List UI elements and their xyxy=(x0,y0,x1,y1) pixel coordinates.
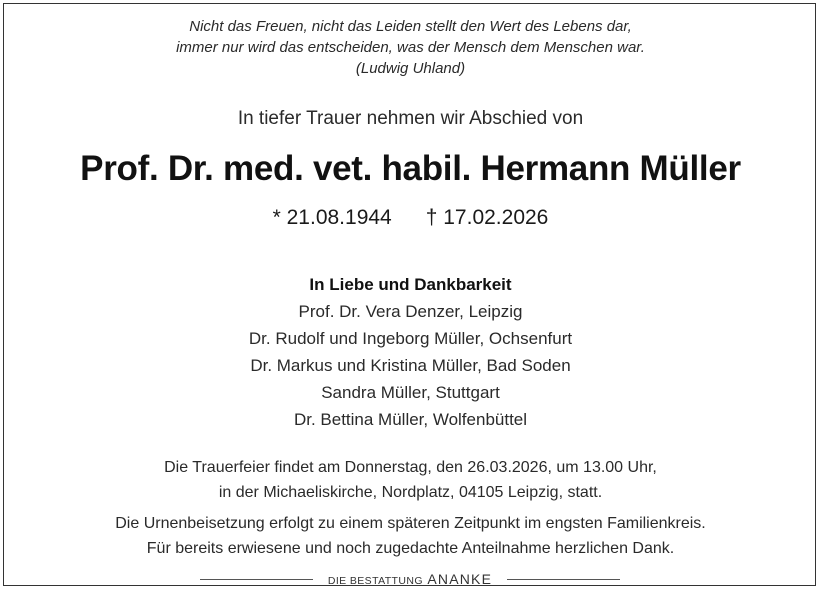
mourner-line: Sandra Müller, Stuttgart xyxy=(321,383,500,402)
death-date: † 17.02.2026 xyxy=(425,206,549,229)
quote-line: Nicht das Freuen, nicht das Leiden stellt den Wert des Lebens dar, xyxy=(189,18,632,35)
birth-date: * 21.08.1944 xyxy=(272,206,392,229)
mourners-block xyxy=(0,271,821,433)
mourner-line: Prof. Dr. Vera Denzer, Leipzig xyxy=(298,302,523,321)
quote-block xyxy=(0,16,821,79)
deceased-name: Prof. Dr. med. vet. habil. Hermann Müller xyxy=(80,149,741,188)
ceremony-line: Die Trauerfeier findet am Donnerstag, den 26.03.2026, um 13.00 Uhr, xyxy=(164,459,657,476)
footer-divider-left xyxy=(200,579,313,580)
mourner-line: Dr. Markus und Kristina Müller, Bad Soden xyxy=(250,356,571,375)
intro-text: In tiefer Trauer nehmen wir Abschied von xyxy=(237,108,584,129)
thanks-line: Für bereits erwiesene und noch zugedachte Anteilnahme herzlichen Dank. xyxy=(146,540,675,557)
ceremony-block xyxy=(0,455,821,505)
mourner-line: Dr. Bettina Müller, Wolfenbüttel xyxy=(293,410,528,429)
footer-prefix: DIE BESTATTUNG xyxy=(327,575,423,587)
life-dates xyxy=(0,205,821,231)
footer-brand: ANANKE xyxy=(427,571,493,587)
footer-divider-right xyxy=(507,579,620,580)
quote-author: (Ludwig Uhland) xyxy=(355,60,466,77)
thanks-line: Die Urnenbeisetzung erfolgt zu einem späteren Zeitpunkt im engsten Familienkreis. xyxy=(115,515,706,532)
ceremony-line: in der Michaeliskirche, Nordplatz, 04105 Leipzig, statt. xyxy=(218,484,603,501)
thanks-block xyxy=(0,511,821,561)
funeral-home-footer xyxy=(313,570,507,590)
mourner-line: Dr. Rudolf und Ingeborg Müller, Ochsenfurt xyxy=(248,329,573,348)
mourners-heading: In Liebe und Dankbarkeit xyxy=(309,275,512,294)
quote-line: immer nur wird das entscheiden, was der Mensch dem Menschen war. xyxy=(176,39,645,56)
